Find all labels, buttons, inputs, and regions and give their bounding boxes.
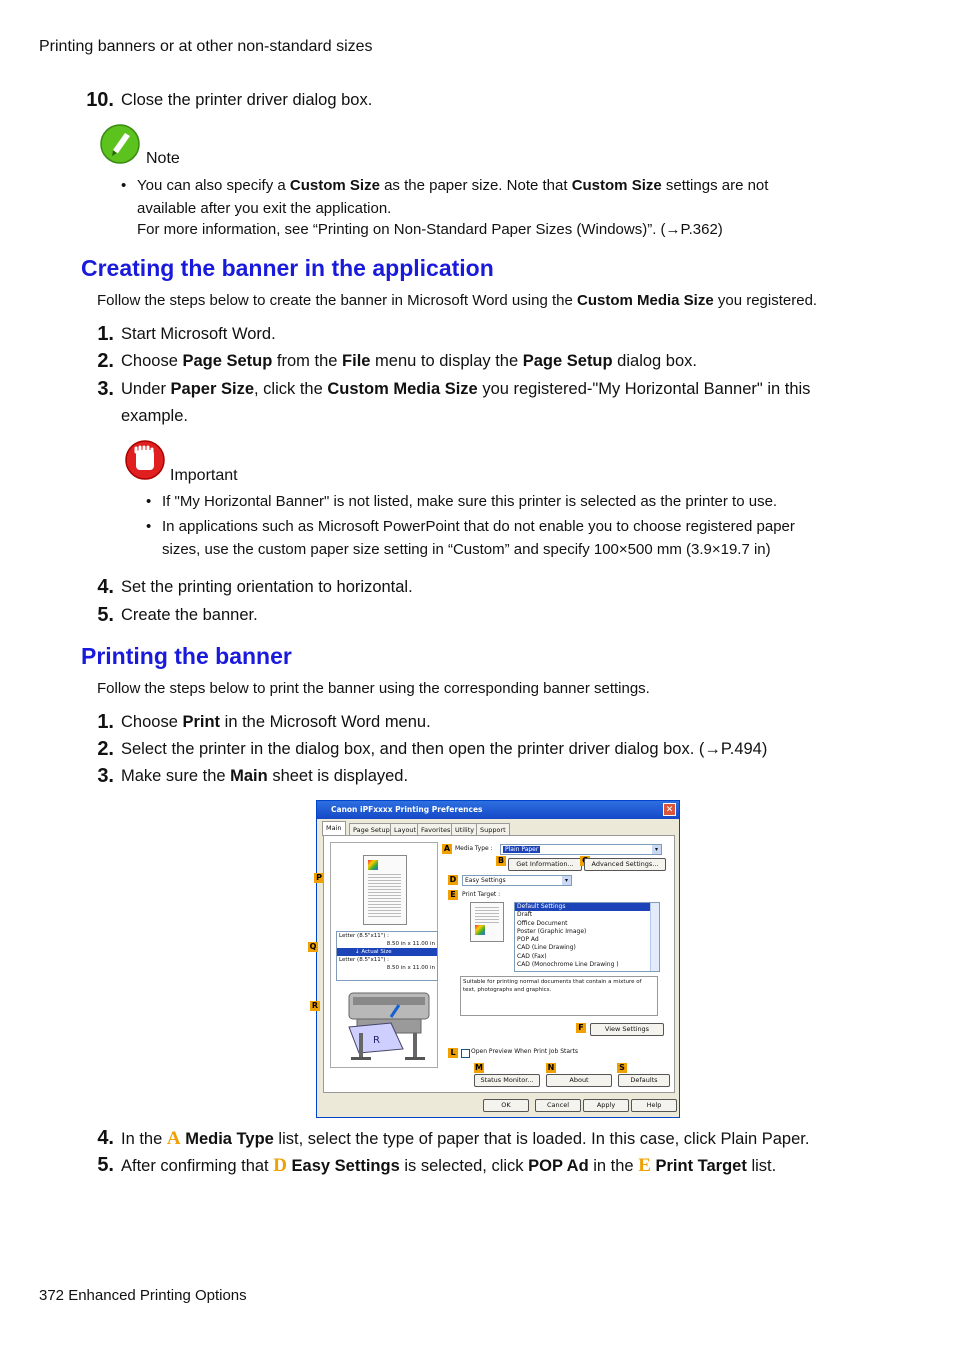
callout-tag-m: M xyxy=(475,1063,483,1072)
status-monitor-button[interactable]: Status Monitor... xyxy=(474,1074,540,1087)
important-icon xyxy=(125,440,167,487)
chevron-down-icon: ▾ xyxy=(652,845,661,854)
step-number: 1. xyxy=(97,711,114,733)
tab-utility[interactable]: Utility xyxy=(451,823,478,836)
step-text: Make sure the Main sheet is displayed. xyxy=(121,767,409,785)
page-footer: 372 Enhanced Printing Options xyxy=(39,1287,247,1304)
step-text: Close the printer driver dialog box. xyxy=(121,91,373,109)
step-number: 2. xyxy=(97,350,114,372)
callout-letter-a: A xyxy=(166,1128,181,1149)
step-text: After confirming that D Easy Settings is selected, click POP Ad in the E Print Target list. xyxy=(121,1155,777,1176)
step-text: Create the banner. xyxy=(121,606,258,624)
callout-tag-s: S xyxy=(617,1063,627,1073)
list-item[interactable]: Default Settings xyxy=(515,903,659,911)
step-text: Set the printing orientation to horizontal. xyxy=(121,578,413,596)
actual-size-row: ↓ Actual Size xyxy=(337,948,437,956)
step-number: 1. xyxy=(97,323,114,345)
note-icon xyxy=(100,124,142,171)
step-number: 2. xyxy=(97,738,114,760)
callout-tag-a: A xyxy=(443,844,451,853)
section-intro: Follow the steps below to print the banner using the corresponding banner settings. xyxy=(97,680,650,697)
section-intro: Follow the steps below to create the banner in Microsoft Word using the Custom Media Size you registered. xyxy=(97,292,818,309)
printing-preferences-dialog xyxy=(309,800,680,1118)
size-info: 8.50 in x 11.00 in xyxy=(386,941,435,947)
tab-main[interactable]: Main xyxy=(322,821,346,836)
callout-tag-l: L xyxy=(448,1048,458,1058)
list-item: • In applications such as Microsoft PowerPoint that do not enable you to choose registered paper xyxy=(146,518,795,535)
about-button[interactable]: About xyxy=(546,1074,612,1087)
close-icon[interactable]: ✕ xyxy=(663,803,676,816)
callout-tag-e: E xyxy=(448,890,458,900)
ok-button[interactable]: OK xyxy=(483,1099,529,1112)
list-item[interactable]: CAD (Monochrome Line Drawing ) xyxy=(517,961,619,969)
note-label: Note xyxy=(146,150,180,167)
size-info: Letter (8.5"x11") : xyxy=(339,933,390,939)
text-lines-icon xyxy=(368,874,401,918)
step-number: 4. xyxy=(97,1127,114,1149)
main-sheet xyxy=(309,835,675,1093)
list-item[interactable]: CAD (Fax) xyxy=(517,952,547,960)
callout-letter-d: D xyxy=(273,1155,287,1176)
step-number: 5. xyxy=(97,1154,114,1176)
defaults-button[interactable]: Defaults xyxy=(618,1074,670,1087)
step-number: 10. xyxy=(86,89,114,111)
chevron-down-icon: ▾ xyxy=(562,876,571,885)
callout-tag-b: B xyxy=(497,856,505,865)
open-preview-label: Open Preview When Print Job Starts xyxy=(471,1048,578,1055)
target-preview xyxy=(470,902,504,942)
step-number: 5. xyxy=(97,604,114,626)
callout-tag-f: F xyxy=(576,1023,586,1033)
step-text: Under Paper Size, click the Custom Media Size you registered-"My Horizontal Banner" in this example. xyxy=(121,380,811,425)
list-item: • If "My Horizontal Banner" is not listed, make sure this printer is selected as the printer to use. xyxy=(146,493,778,510)
svg-text:R: R xyxy=(373,1035,380,1046)
get-information-button[interactable]: Get Information... xyxy=(508,858,582,871)
open-preview-checkbox[interactable] xyxy=(461,1049,470,1058)
print-target-list[interactable] xyxy=(514,902,660,972)
media-type-value: Plain Paper xyxy=(505,846,539,853)
list-item: • You can also specify a Custom Size as the paper size. Note that Custom Size settings are not xyxy=(121,177,769,194)
page-header: Printing banners or at other non-standard sizes xyxy=(39,38,373,55)
list-item-continuation: available after you exit the application. xyxy=(137,200,392,217)
tab-favorites[interactable]: Favorites xyxy=(417,823,454,836)
dialog-title: Canon iPFxxxx Printing Preferences xyxy=(317,801,679,819)
size-info-box xyxy=(336,931,438,981)
callout-tag-q: Q xyxy=(309,942,317,951)
list-item[interactable]: Poster (Graphic Image) xyxy=(517,927,587,935)
list-item[interactable]: Draft xyxy=(517,911,533,919)
step-text: Start Microsoft Word. xyxy=(121,325,276,343)
printer-illustration xyxy=(339,987,435,1063)
note-bullets xyxy=(121,174,861,241)
tab-layout[interactable]: Layout xyxy=(390,823,420,836)
help-button[interactable]: Help xyxy=(631,1099,677,1112)
graphic-icon xyxy=(368,860,378,870)
callout-tag-d: D xyxy=(449,875,457,884)
size-info: 8.50 in x 11.00 in xyxy=(386,965,435,971)
list-item-continuation: sizes, use the custom paper size setting in “Custom” and specify 100×500 mm (3.9×19.7 in) xyxy=(162,541,771,558)
important-bullets xyxy=(146,490,886,561)
step-number: 4. xyxy=(97,576,114,598)
step-text: Select the printer in the dialog box, and then open the printer driver dialog box. (→P.494) xyxy=(121,740,768,758)
advanced-settings-button[interactable]: Advanced Settings... xyxy=(584,858,666,871)
media-type-select[interactable] xyxy=(500,844,662,855)
print-target-label: Print Target : xyxy=(462,891,501,898)
step-text: Choose Print in the Microsoft Word menu. xyxy=(121,713,431,731)
list-item[interactable]: CAD (Line Drawing) xyxy=(517,944,576,952)
scrollbar[interactable] xyxy=(650,903,659,971)
step-number: 3. xyxy=(97,378,114,400)
size-info: Letter (8.5"x11") : xyxy=(339,957,390,963)
step-number: 3. xyxy=(97,765,114,787)
important-label: Important xyxy=(170,467,238,484)
step-text: In the A Media Type list, select the type of paper that is loaded. In this case, click Plain Paper. xyxy=(121,1128,810,1149)
easy-settings-value: Easy Settings xyxy=(465,877,506,884)
list-item[interactable]: POP Ad xyxy=(517,936,539,944)
description-box: Suitable for printing normal documents that contain a mixture of text, photographs and graphics. xyxy=(460,976,658,1016)
easy-settings-select[interactable] xyxy=(462,875,572,886)
callout-letter-e: E xyxy=(638,1155,651,1176)
media-type-label: Media Type : xyxy=(455,845,493,852)
callout-tag-n: N xyxy=(547,1063,555,1072)
callout-tag-p: P xyxy=(314,873,324,883)
text-lines-icon xyxy=(475,907,499,923)
list-item-continuation: For more information, see “Printing on Non-Standard Paper Sizes (Windows)”. (→P.362) xyxy=(137,221,723,238)
tab-page-setup[interactable]: Page Setup xyxy=(349,823,394,836)
cancel-button[interactable]: Cancel xyxy=(535,1099,581,1112)
page-preview xyxy=(363,855,407,925)
step-text: Choose Page Setup from the File menu to display the Page Setup dialog box. xyxy=(121,352,697,370)
preview-pane xyxy=(330,842,438,1068)
apply-button[interactable]: Apply xyxy=(583,1099,629,1112)
view-settings-button[interactable]: View Settings xyxy=(590,1023,664,1036)
callout-tag-r: R xyxy=(311,1001,319,1010)
section-heading: Creating the banner in the application xyxy=(81,255,494,281)
section-heading: Printing the banner xyxy=(81,643,292,669)
tab-support[interactable]: Support xyxy=(476,823,510,836)
list-item[interactable]: Office Document xyxy=(517,919,568,927)
graphic-icon xyxy=(475,925,485,935)
